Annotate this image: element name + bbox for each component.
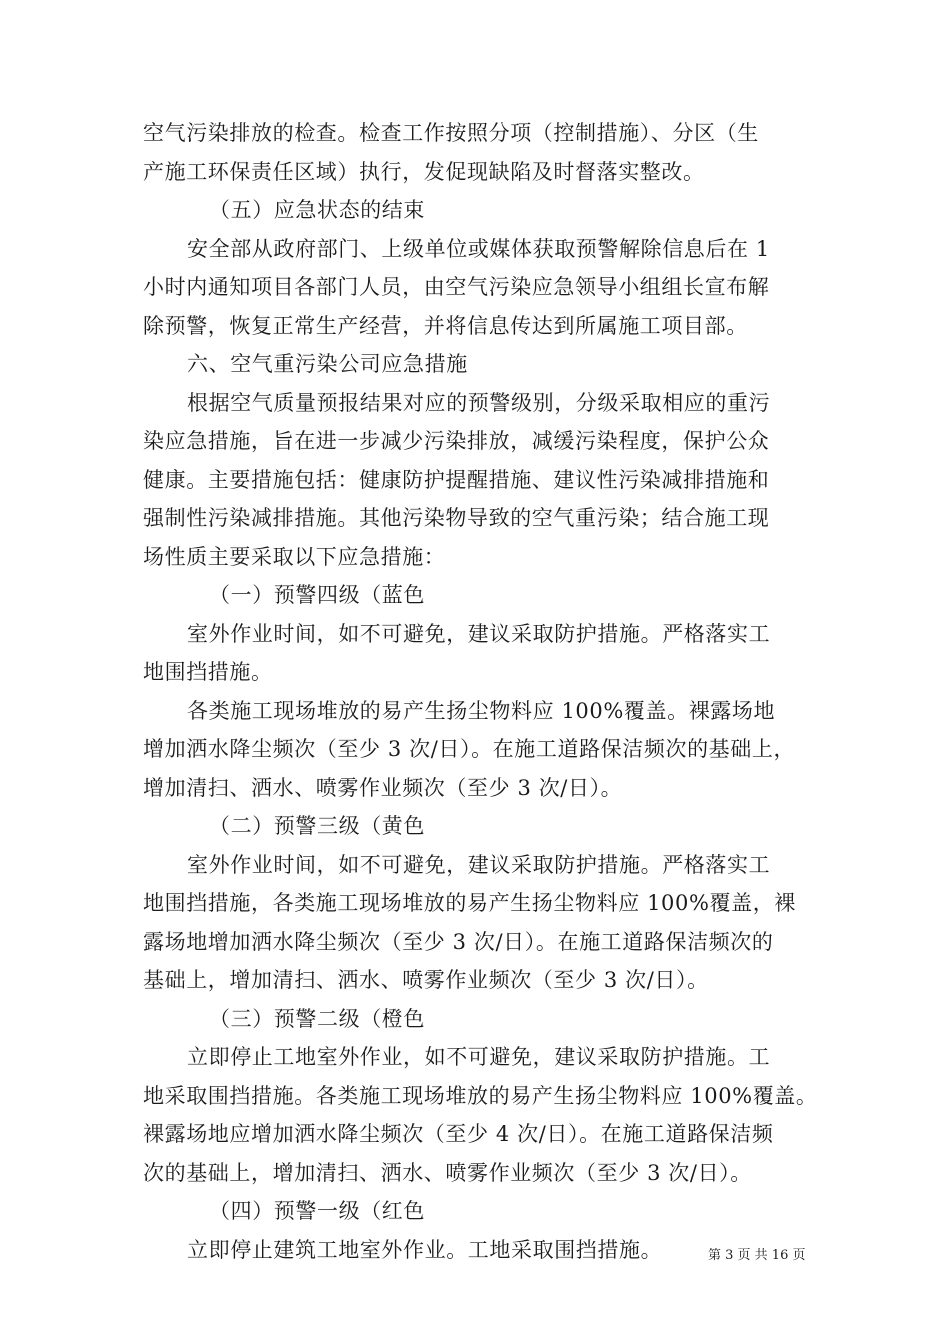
section-heading: （五）应急状态的结束 xyxy=(209,198,425,222)
body-line: 增加洒水降尘频次（至少 3 次/日）。在施工道路保洁频次的基础上， xyxy=(143,737,796,761)
body-line: 裸露场地应增加洒水降尘频次（至少 4 次/日）。在施工道路保洁频 xyxy=(143,1122,774,1146)
paragraph-first-line: 室外作业时间，如不可避免，建议采取防护措施。严格落实工 xyxy=(187,621,771,646)
body-line: 健康。主要措施包括：健康防护提醒措施、建议性污染减排措施和 xyxy=(143,467,770,492)
section-heading: （二）预警三级（黄色 xyxy=(209,814,425,838)
page-number: 第 3 页 共 16 页 xyxy=(708,1248,806,1263)
body-line: 地采取围挡措施。各类施工现场堆放的易产生扬尘物料应 100%覆盖。 xyxy=(143,1083,818,1108)
section-heading: （一）预警四级（蓝色 xyxy=(209,583,425,607)
paragraph-first-line: 根据空气质量预报结果对应的预警级别，分级采取相应的重污 xyxy=(187,390,771,415)
body-line: 强制性污染减排措施。其他污染物导致的空气重污染；结合施工现 xyxy=(143,506,770,530)
paragraph-first-line: 立即停止工地室外作业，如不可避免，建议采取防护措施。工 xyxy=(187,1045,771,1069)
body-line: 产施工环保责任区域）执行，发促现缺陷及时督落实整改。 xyxy=(143,159,705,184)
paragraph-first-line: 安全部从政府部门、上级单位或媒体获取预警解除信息后在 1 xyxy=(187,236,770,261)
body-line: 地围挡措施，各类施工现场堆放的易产生扬尘物料应 100%覆盖，裸 xyxy=(143,891,796,915)
chapter-heading: 六、空气重污染公司应急措施 xyxy=(187,352,468,376)
body-line: 小时内通知项目各部门人员，由空气污染应急领导小组组长宣布解 xyxy=(143,275,770,299)
body-line: 空气污染排放的检查。检查工作按照分项（控制措施）、分区（生 xyxy=(143,121,759,145)
body-line: 次的基础上，增加清扫、洒水、喷雾作业频次（至少 3 次/日）。 xyxy=(143,1160,752,1185)
body-line: 露场地增加洒水降尘频次（至少 3 次/日）。在施工道路保洁频次的 xyxy=(143,929,774,954)
body-line: 除预警，恢复正常生产经营，并将信息传达到所属施工项目部。 xyxy=(143,313,748,338)
paragraph-first-line: 立即停止建筑工地室外作业。工地采取围挡措施。 xyxy=(187,1237,663,1262)
body-line: 地围挡措施。 xyxy=(143,660,273,684)
body-line: 基础上，增加清扫、洒水、喷雾作业频次（至少 3 次/日）。 xyxy=(143,968,709,992)
body-line: 增加清扫、洒水、喷雾作业频次（至少 3 次/日）。 xyxy=(143,775,623,800)
section-heading: （三）预警二级（橙色 xyxy=(209,1006,425,1031)
body-line: 染应急措施，旨在进一步减少污染排放，减缓污染程度，保护公众 xyxy=(143,429,770,453)
body-line: 场性质主要采取以下应急措施： xyxy=(143,544,446,569)
document-body xyxy=(143,114,818,1269)
paragraph-first-line: 各类施工现场堆放的易产生扬尘物料应 100%覆盖。裸露场地 xyxy=(187,698,776,723)
section-heading: （四）预警一级（红色 xyxy=(209,1199,425,1223)
paragraph-first-line: 室外作业时间，如不可避免，建议采取防护措施。严格落实工 xyxy=(187,852,771,877)
